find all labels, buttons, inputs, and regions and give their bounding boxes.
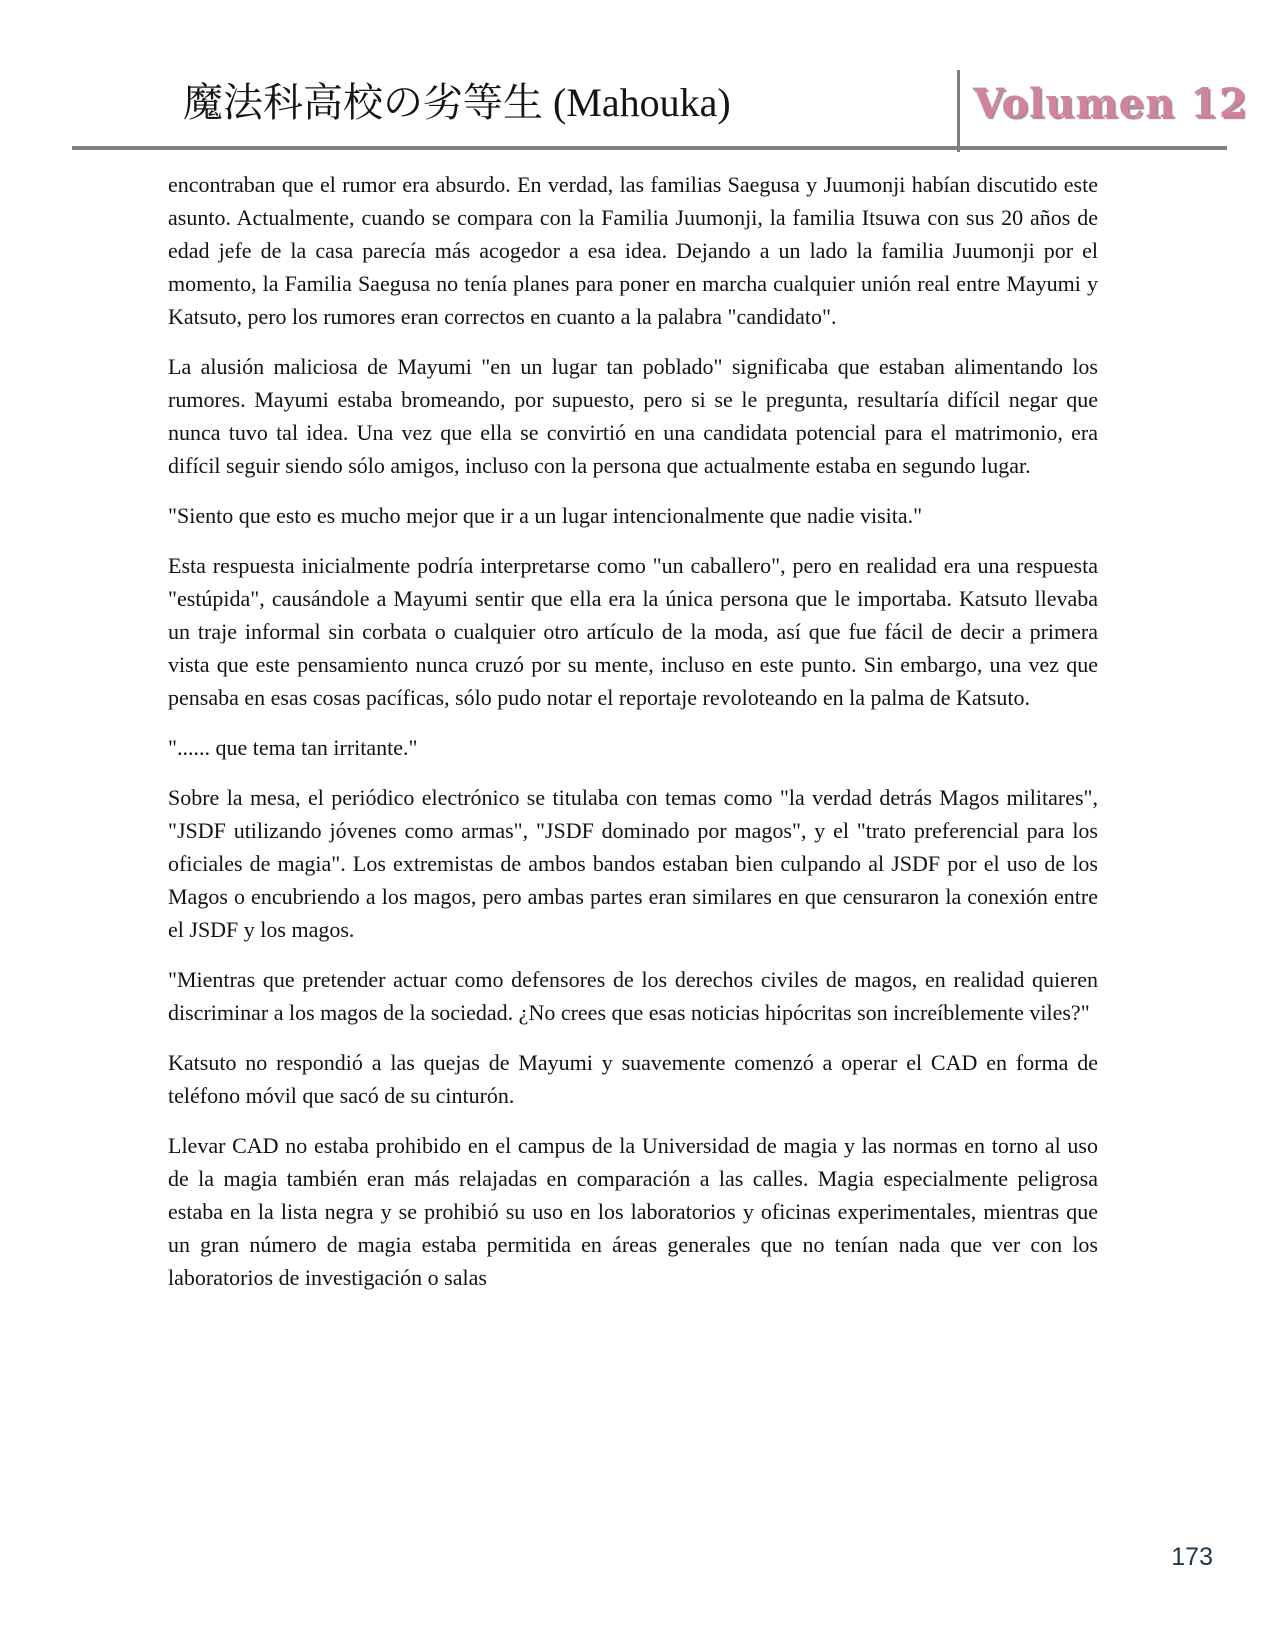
header-rule bbox=[72, 146, 1227, 150]
page-number: 173 bbox=[1171, 1543, 1213, 1571]
paragraph: "Mientras que pretender actuar como defensores de los derechos civiles de magos, en realidad quieren discriminar a los magos de la sociedad. ¿No crees que esas noticias hipócritas son increíblemente viles?" bbox=[168, 967, 1098, 1025]
paragraph: Katsuto no respondió a las quejas de Mayumi y suavemente comenzó a operar el CAD en forma de teléfono móvil que sacó de su cinturón. bbox=[168, 1050, 1098, 1108]
paragraph: Llevar CAD no estaba prohibido en el campus de la Universidad de magia y las normas en torno al uso de la magia también eran más relajadas en comparación a las calles. Magia especialmente peligrosa estaba en la lista negra y se prohibió su uso en los laboratorios y oficinas experimentales, mientras que un gran número de magia estaba permitida en áreas generales que no tenían nada que ver con los laboratorios de investigación o salas bbox=[168, 1133, 1098, 1290]
volume-label: Volumen 12 bbox=[973, 80, 1248, 127]
header-divider bbox=[957, 70, 960, 152]
document-title: 魔法科高校の劣等生 (Mahouka) bbox=[183, 80, 731, 125]
paragraph: "Siento que esto es mucho mejor que ir a un lugar intencionalmente que nadie visita." bbox=[168, 503, 923, 528]
paragraph: encontraban que el rumor era absurdo. En verdad, las familias Saegusa y Juumonji habían discutido este asunto. Actualmente, cuando se compara con la Familia Juumonji, la familia Itsuwa con sus 20 años de edad jefe de la casa parecía más acogedor a esa idea. Dejando a un lado la familia Juumonji por el momento, la Familia Saegusa no tenía planes para poner en marcha cualquier unión real entre Mayumi y Katsuto, pero los rumores eran correctos en cuanto a la palabra "candidato". bbox=[168, 172, 1098, 329]
paragraph: Sobre la mesa, el periódico electrónico se titulaba con temas como "la verdad detrás Magos militares", "JSDF utilizando jóvenes como armas", "JSDF dominado por magos", y el "trato preferencial para los oficiales de magia". Los extremistas de ambos bandos estaban bien culpando al JSDF por el uso de los Magos o encubriendo a los magos, pero ambas partes eran similares en que censuraron la conexión entre el JSDF y los magos. bbox=[168, 785, 1098, 942]
paragraph: La alusión maliciosa de Mayumi "en un lugar tan poblado" significaba que estaban alimentando los rumores. Mayumi estaba bromeando, por supuesto, pero si se le pregunta, resultaría difícil negar que nunca tuvo tal idea. Una vez que ella se convirtió en una candidata potencial para el matrimonio, era difícil seguir siendo sólo amigos, incluso con la persona que actualmente estaba en segundo lugar. bbox=[168, 354, 1098, 478]
paragraph: Esta respuesta inicialmente podría interpretarse como "un caballero", pero en realidad era una respuesta "estúpida", causándole a Mayumi sentir que ella era la única persona que le importaba. Katsuto llevaba un traje informal sin corbata o cualquier otro artículo de la moda, así que fue fácil de decir a primera vista que este pensamiento nunca cruzó por su mente, incluso en este punto. Sin embargo, una vez que pensaba en esas cosas pacíficas, sólo pudo notar el reportaje revoloteando en la palma de Katsuto. bbox=[168, 553, 1098, 710]
paragraph: "...... que tema tan irritante." bbox=[168, 735, 418, 760]
body-text bbox=[168, 168, 1098, 1311]
